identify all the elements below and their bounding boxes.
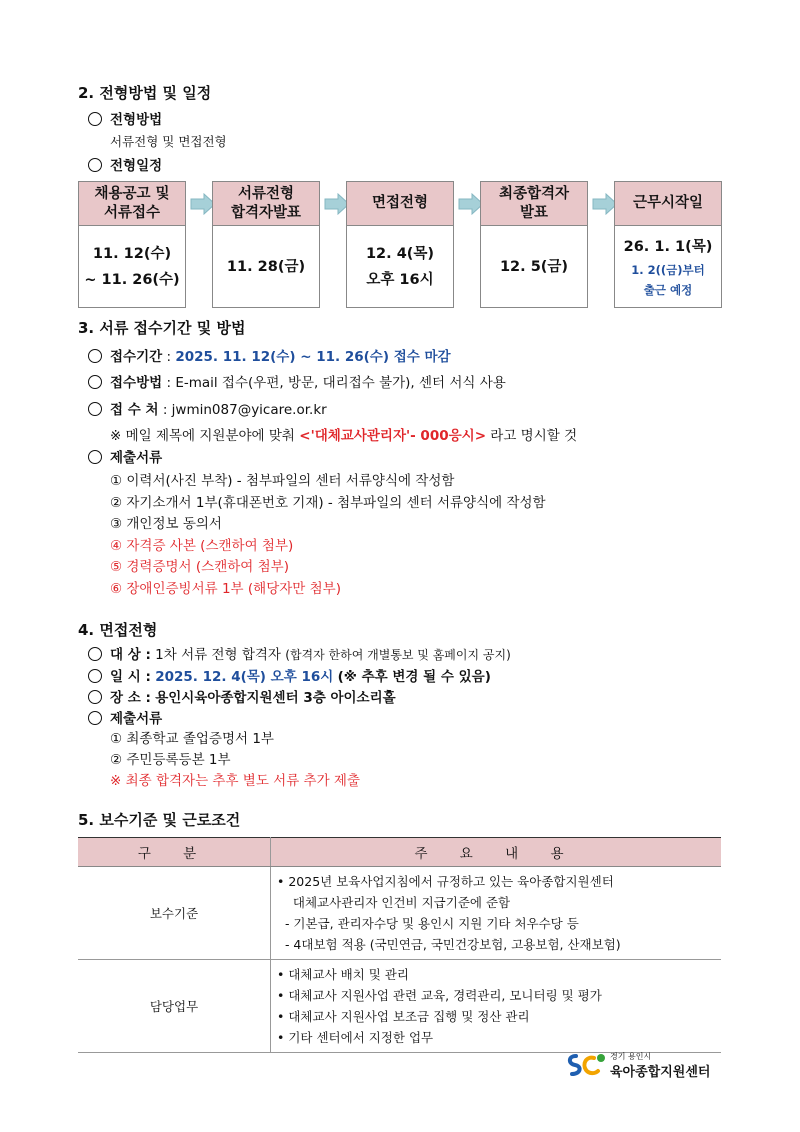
- circle-bullet-icon: [88, 669, 102, 683]
- step-date-line: 12. 4(목): [365, 245, 435, 262]
- logo-big-text: 육아종합지원센터: [610, 1065, 711, 1080]
- period-row: 접수기간 : 2025. 11. 12(수) ~ 11. 26(수) 접수 마감: [88, 345, 451, 365]
- content-line: • 대체교사 배치 및 관리: [277, 967, 409, 982]
- doc-item: ③ 개인정보 동의서: [110, 516, 222, 532]
- step-date-line: 12. 5(금): [499, 258, 569, 275]
- schedule-step: [212, 181, 320, 308]
- circle-bullet-icon: [88, 112, 102, 126]
- content-line: • 기타 센터에서 지정한 업무: [277, 1030, 434, 1045]
- step-date: [213, 226, 319, 307]
- circle-bullet-icon: [88, 450, 102, 464]
- circle-bullet-icon: [88, 158, 102, 172]
- date-row: 일 시 : 2025. 12. 4(목) 오후 16시 (※ 추후 변경 될 수 있음): [88, 665, 491, 685]
- doc-item: ① 이력서(사진 부착) - 첨부파일의 센터 서류양식에 작성함: [110, 473, 455, 489]
- step-note-line: 출근 예정: [643, 282, 693, 297]
- step-date-line: 11. 12(수): [92, 245, 172, 262]
- section-2-title: 2. 전형방법 및 일정: [78, 84, 212, 102]
- circle-bullet-icon: [88, 349, 102, 363]
- logo-small-text: 경기 용인시: [610, 1052, 652, 1061]
- step-note-line: 1. 2((금)부터: [631, 262, 705, 277]
- step-date-line: 오후 16시: [366, 271, 434, 288]
- step-title-line: 발표: [519, 204, 548, 221]
- step-title-line: 합격자발표: [230, 204, 302, 221]
- circle-bullet-icon: [88, 402, 102, 416]
- row-category: 보수기준: [78, 867, 271, 960]
- step-title: [481, 182, 587, 226]
- step-date-line: ~ 11. 26(수): [84, 271, 180, 288]
- circle-bullet-icon: [88, 711, 102, 725]
- pay-table-header: [78, 838, 721, 867]
- circle-bullet-icon: [88, 647, 102, 661]
- schedule-step: [614, 181, 722, 308]
- place-row: 장 소 : 용인시육아종합지원센터 3층 아이소리홀: [88, 686, 396, 706]
- step-title-line: 서류접수: [103, 204, 161, 221]
- col-category: 구 분: [78, 838, 271, 867]
- email-address: jwmin087@yicare.or.kr: [171, 402, 327, 418]
- step-title: [79, 182, 185, 226]
- step-title: [615, 182, 721, 226]
- col-content: 주 요 내 용: [271, 838, 722, 867]
- to-row: 접 수 처 : jwmin087@yicare.or.kr: [88, 398, 327, 418]
- row-content: [271, 867, 722, 960]
- interview-doc-1: ① 최종학교 졸업증명서 1부: [110, 731, 274, 747]
- content-line: • 2025년 보육사업지침에서 규정하고 있는 육아종합지원센터: [277, 874, 614, 889]
- section-4-title: 4. 면접전형: [78, 621, 158, 639]
- interview-docs-note: ※ 최종 합격자는 추후 별도 서류 추가 제출: [110, 773, 361, 789]
- step-title: [213, 182, 319, 226]
- step-title-line: 근무시작일: [632, 195, 704, 211]
- schedule-step: [78, 181, 186, 308]
- step-date: [79, 226, 185, 307]
- step-title-line: 면접전형: [371, 195, 429, 211]
- content-line: 대체교사관리자 인건비 지급기준에 준함: [277, 895, 511, 910]
- method-row: 접수방법 : E-mail 접수(우편, 방문, 대리접수 불가), 센터 서식 사용: [88, 371, 506, 391]
- step-date: [347, 226, 453, 307]
- circle-bullet-icon: [88, 375, 102, 389]
- method-value: 서류전형 및 면접전형: [110, 134, 227, 149]
- table-row: [78, 960, 721, 1053]
- method-heading: 전형방법: [88, 108, 162, 128]
- content-line: • 대체교사 지원사업 보조금 집행 및 정산 관리: [277, 1009, 530, 1024]
- mail-subject-notice: ※ 메일 제목에 지원분야에 맞춰 <'대체교사관리자'- 000응시> 라고 명시할 것: [110, 428, 578, 444]
- schedule-step: [346, 181, 454, 308]
- circle-bullet-icon: [88, 690, 102, 704]
- step-date: [615, 226, 721, 307]
- step-date-line: 26. 1. 1(목): [623, 238, 713, 255]
- schedule-step: [480, 181, 588, 308]
- doc-item: ⑤ 경력증명서 (스캔하여 첨부): [110, 559, 289, 575]
- step-date-line: 11. 28(금): [226, 258, 306, 275]
- pay-table: [78, 837, 721, 1053]
- row-content: [271, 960, 722, 1053]
- interview-doc-2: ② 주민등록등본 1부: [110, 752, 231, 768]
- content-line: - 기본급, 관리자수당 및 용인시 지원 기타 처우수당 등: [277, 916, 579, 931]
- step-title-line: 채용공고 및: [94, 185, 170, 202]
- content-line: - 4대보험 적용 (국민연금, 국민건강보험, 고용보험, 산재보험): [277, 937, 621, 952]
- step-title-line: 최종합격자: [498, 185, 570, 202]
- target-row: 대 상 : 1차 서류 전형 합격자 (합격자 한하여 개별통보 및 홈페이지 공지): [88, 643, 511, 663]
- doc-item: ② 자기소개서 1부(휴대폰번호 기재) - 첨부파일의 센터 서류양식에 작성함: [110, 494, 546, 511]
- center-logo-icon: [566, 1052, 606, 1078]
- step-title-line: 서류전형: [237, 185, 294, 202]
- row-category: 담당업무: [78, 960, 271, 1053]
- schedule-heading: 전형일정: [88, 154, 162, 174]
- step-date: [481, 226, 587, 307]
- section-3-title: 3. 서류 접수기간 및 방법: [78, 319, 246, 337]
- doc-item: ④ 자격증 사본 (스캔하여 첨부): [110, 537, 294, 554]
- interview-docs-heading: 제출서류: [88, 707, 162, 727]
- content-line: • 대체교사 지원사업 관련 교육, 경력관리, 모니터링 및 평가: [277, 988, 602, 1003]
- table-row: [78, 867, 721, 960]
- section-5-title: 5. 보수기준 및 근로조건: [78, 811, 241, 829]
- doc-item: ⑥ 장애인증빙서류 1부 (해당자만 첨부): [110, 580, 341, 597]
- step-title: [347, 182, 453, 226]
- docs-heading: 제출서류: [88, 446, 162, 466]
